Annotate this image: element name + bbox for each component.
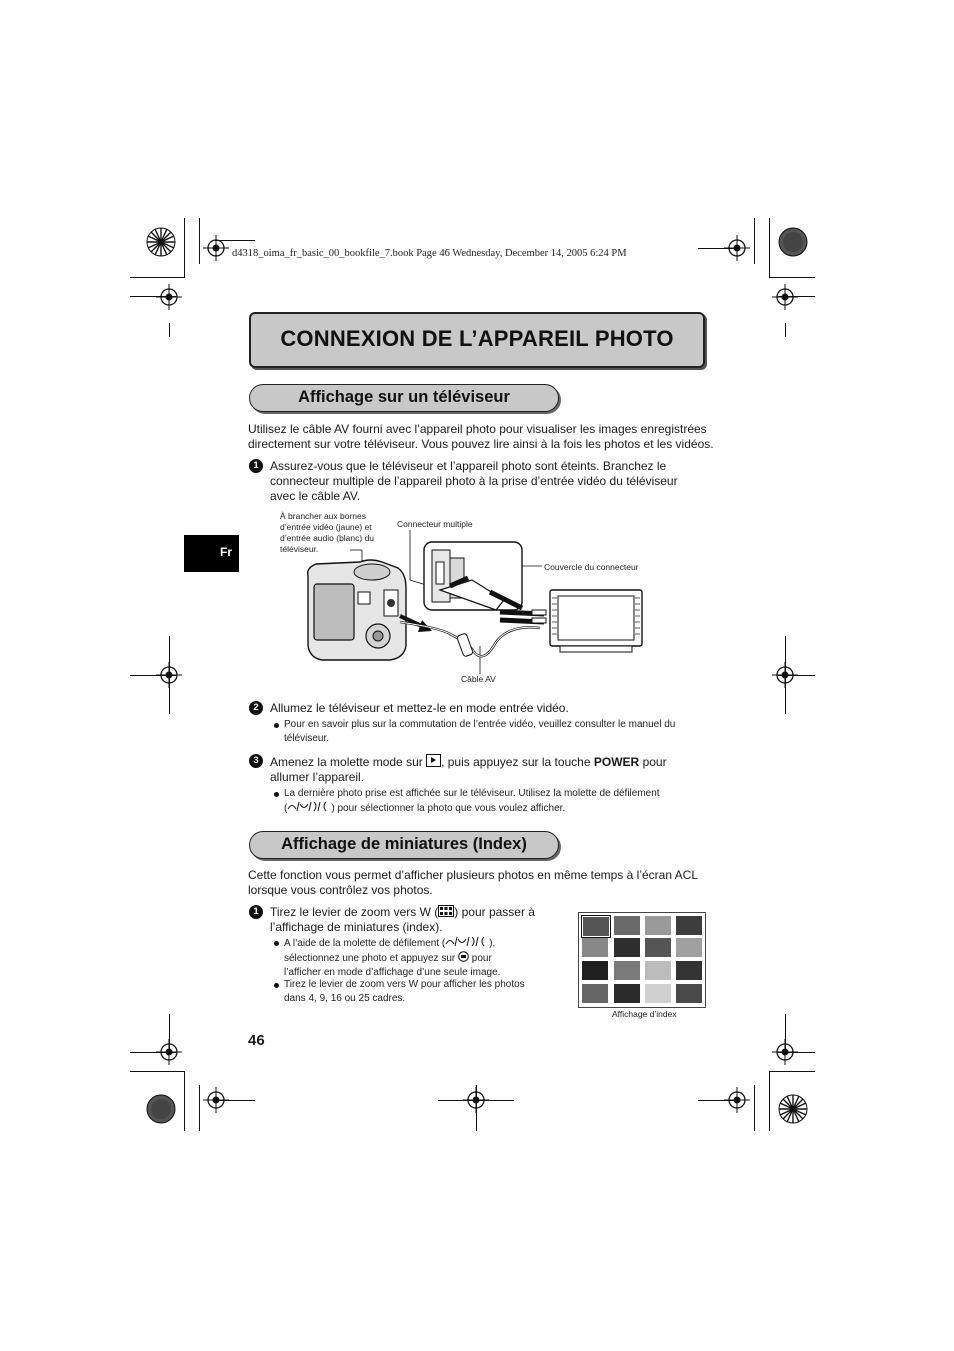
registration-crosshair-icon <box>772 284 798 310</box>
power-button-label: POWER <box>593 755 640 769</box>
bullet-line: La dernière photo prise est affichée sur le téléviseur. Utilisez la molette de défilement <box>284 788 660 799</box>
registration-crosshair-icon <box>203 1087 229 1113</box>
index-step1-line2: l’affichage de miniatures (index). <box>270 920 443 934</box>
intro-line: lorsque vous contrôlez vos photos. <box>248 883 433 897</box>
registration-crosshair-icon <box>156 662 182 688</box>
step3-mid: , puis appuyez sur la touche <box>441 755 591 769</box>
bullet-dot <box>274 723 279 728</box>
bullet1-post: ), <box>489 938 496 949</box>
step3-post: pour <box>642 755 667 769</box>
figure-label-line: d’entrée audio (blanc) du <box>280 533 375 543</box>
section2-intro <box>248 868 698 898</box>
index-thumbnail-selected <box>582 916 610 937</box>
registration-crosshair-icon <box>156 284 182 310</box>
index-thumbnail <box>645 961 671 980</box>
index-thumbnail <box>645 984 671 1003</box>
index-thumbnail <box>614 916 640 935</box>
step-number: 1 <box>249 905 263 919</box>
index-bullet2 <box>284 978 525 1006</box>
dial-directions-icon <box>287 801 331 812</box>
registration-crosshair-icon <box>772 662 798 688</box>
index-thumbnail <box>676 984 702 1003</box>
starburst-target-icon <box>778 1094 808 1124</box>
figure-label-line: À brancher aux bornes <box>280 511 366 521</box>
step3-bullet-line2: ) pour sélectionner la photo que vous voulez afficher. <box>331 803 566 814</box>
index-caption: Affichage d’index <box>612 1009 677 1019</box>
index-thumbnail <box>614 984 640 1003</box>
intro-line: Utilisez le câble AV fourni avec l’appareil photo pour visualiser les images enregistrées <box>248 422 707 436</box>
step3-text <box>270 754 667 785</box>
step3-bullet <box>284 787 660 816</box>
index-thumbnail <box>582 961 608 980</box>
bullet-line <box>284 951 574 966</box>
index-thumbnail <box>582 984 608 1003</box>
index-step1-text <box>270 905 535 935</box>
index-thumbnail <box>614 961 640 980</box>
step2-bullet <box>284 718 675 746</box>
index-display-illustration <box>578 912 706 1008</box>
step3-line2: allumer l’appareil. <box>270 770 365 784</box>
ok-button-icon <box>458 951 469 962</box>
step3-pre: Amenez la molette mode sur <box>270 755 423 769</box>
figure-label-line: téléviseur. <box>280 544 319 554</box>
section-heading-tv <box>249 384 559 412</box>
section-heading-index <box>249 831 559 859</box>
step-number: 2 <box>249 701 263 715</box>
language-tab-label: Fr <box>220 545 232 559</box>
index-thumbnail <box>645 938 671 957</box>
dial-directions-icon <box>445 936 489 947</box>
bullet-dot <box>274 983 279 988</box>
intro-line: Cette fonction vous permet d’afficher plusieurs photos en même temps à l’écran ACL <box>248 868 699 882</box>
registration-crosshair-icon <box>203 235 229 261</box>
index-thumbnail <box>676 916 702 935</box>
step-line: avec le câble AV. <box>270 489 361 503</box>
dark-target-icon <box>146 1094 176 1124</box>
index-thumbnail <box>582 938 608 957</box>
figure-label-connector-cover: Couvercle du connecteur <box>544 562 639 572</box>
bullet-line: dans 4, 9, 16 ou 25 cadres. <box>284 993 406 1004</box>
bullet-line <box>284 936 574 951</box>
dark-target-icon <box>778 227 808 257</box>
index-thumbnail <box>676 938 702 957</box>
index-step1-pre: Tirez le levier de zoom vers W ( <box>270 905 439 919</box>
section-heading-tv-text: Affichage sur un téléviseur <box>298 388 510 406</box>
bullet-dot <box>274 941 279 946</box>
step2-text: Allumez le téléviseur et mettez-le en mode entrée vidéo. <box>270 701 569 715</box>
page-title-box <box>249 312 705 368</box>
starburst-target-icon <box>146 227 176 257</box>
bullet1-line2-pre: sélectionnez une photo et appuyez sur <box>284 953 456 964</box>
bullet-line: Pour en savoir plus sur la commutation de l’entrée vidéo, veuillez consulter le manuel du <box>284 719 676 730</box>
step-line: Assurez-vous que le téléviseur et l’appareil photo sont éteints. Branchez le <box>270 459 667 473</box>
figure-label-av-cable: Câble AV <box>461 674 496 684</box>
bullet1-pre: A l’aide de la molette de défilement ( <box>284 938 446 949</box>
bullet-line: ( ) pour sélectionner la photo que vous voulez afficher. <box>284 803 566 814</box>
index-step1-post: ) pour passer à <box>454 905 535 919</box>
intro-line: directement sur votre téléviseur. Vous pouvez lire ainsi à la fois les photos et les vidéos. <box>248 437 714 451</box>
section-heading-index-text: Affichage de miniatures (Index) <box>281 835 527 853</box>
registration-crosshair-icon <box>724 1087 750 1113</box>
page-title: CONNEXION DE L’APPAREIL PHOTO <box>280 326 674 351</box>
bullet-line: Tirez le levier de zoom vers W pour afficher les photos <box>284 979 525 990</box>
registration-crosshair-icon <box>463 1087 489 1113</box>
bullet1-line2-post: pour <box>471 953 492 964</box>
index-bullet1 <box>284 936 574 980</box>
step-line: connecteur multiple de l’appareil photo à la prise d’entrée vidéo du téléviseur <box>270 474 678 488</box>
figure-label-multi-connector: Connecteur multiple <box>397 519 473 529</box>
bullet-line: l’afficher en mode d’affichage d’une seule image. <box>284 967 501 978</box>
registration-crosshair-icon <box>772 1039 798 1065</box>
figure-label-line: d’entrée vidéo (jaune) et <box>280 522 372 532</box>
index-view-icon <box>438 905 454 917</box>
index-step1-line1 <box>270 905 535 920</box>
index-thumbnail <box>676 961 702 980</box>
bullet-dot <box>274 792 279 797</box>
page-number: 46 <box>248 1032 265 1049</box>
section1-intro <box>248 422 714 452</box>
step-number: 3 <box>249 754 263 768</box>
index-thumbnail <box>614 938 640 957</box>
file-info-line: d4318_oima_fr_basic_00_bookfile_7.book Page 46 Wednesday, December 14, 2005 6:24 PM <box>232 248 627 259</box>
step1-text <box>270 459 678 504</box>
registration-crosshair-icon <box>724 235 750 261</box>
bullet-line: téléviseur. <box>284 733 330 744</box>
camera-tv-connection-illustration <box>300 528 650 674</box>
registration-crosshair-icon <box>156 1039 182 1065</box>
index-thumbnail <box>645 916 671 935</box>
step-number: 1 <box>249 459 263 473</box>
step3-line1 <box>270 754 667 770</box>
playback-mode-icon <box>426 754 441 767</box>
language-tab <box>184 535 239 572</box>
